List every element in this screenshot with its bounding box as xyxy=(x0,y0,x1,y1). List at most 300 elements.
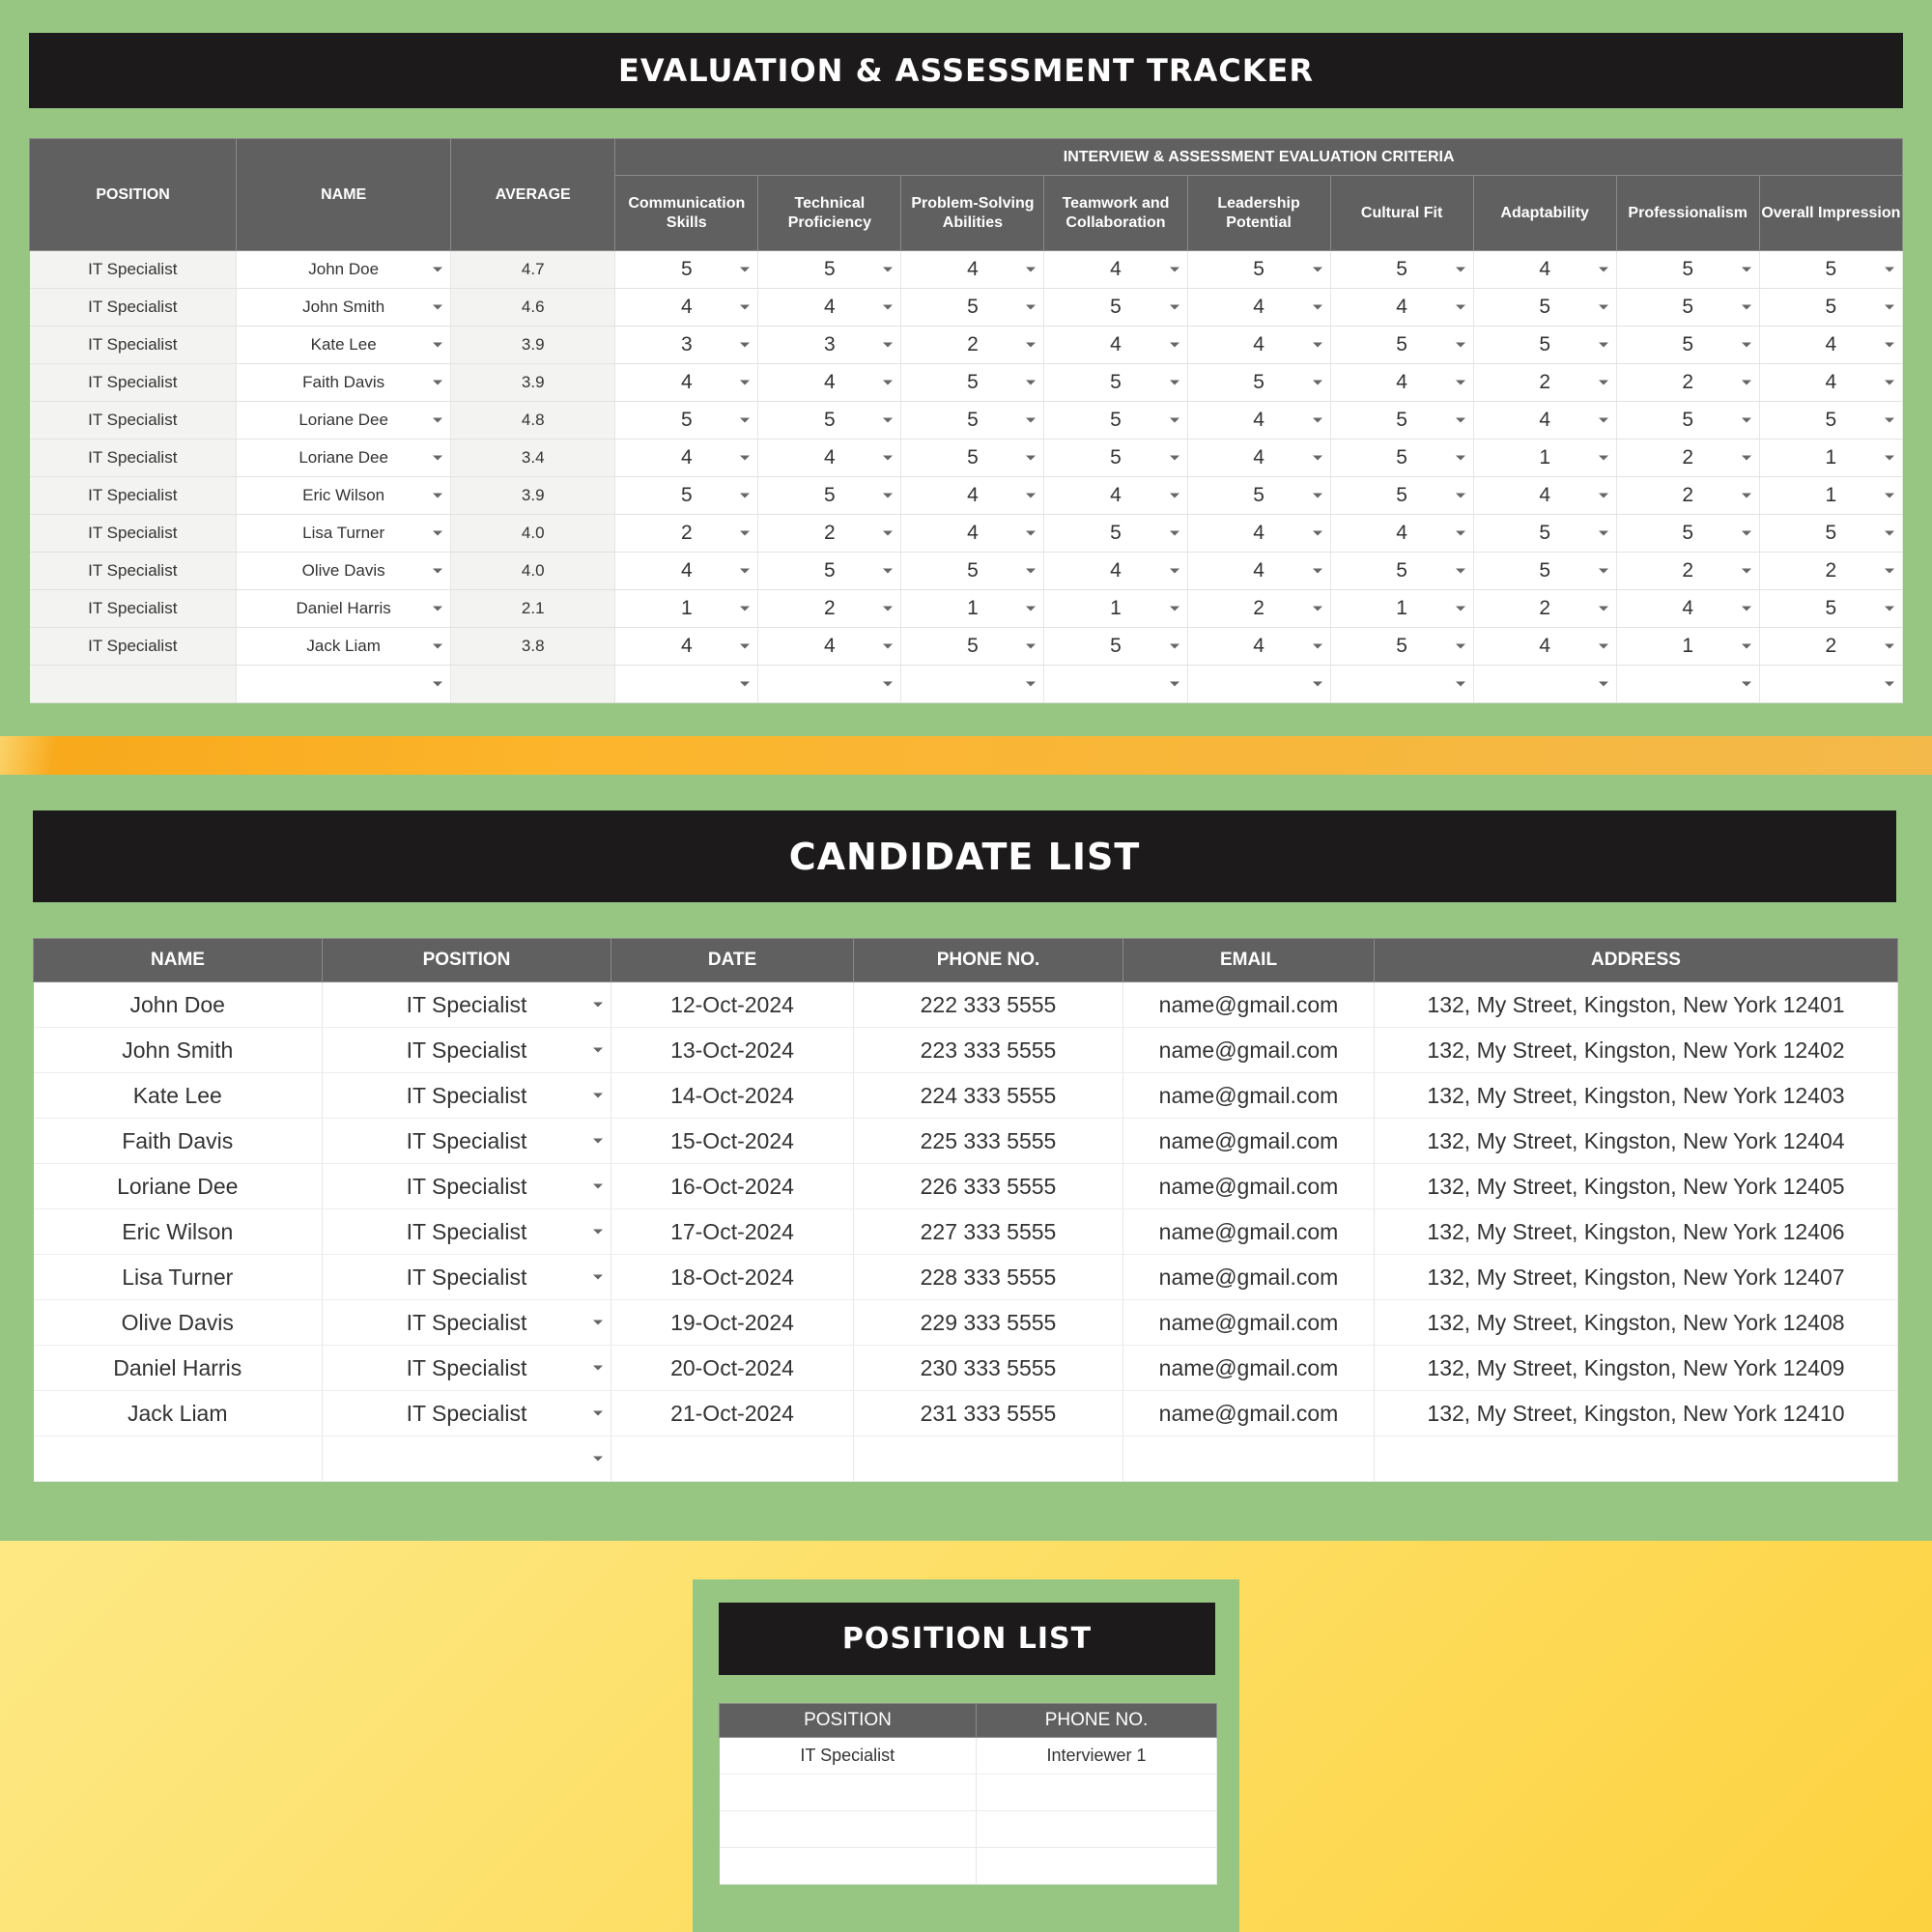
chevron-down-icon xyxy=(433,343,442,348)
score-dropdown[interactable] xyxy=(615,251,758,289)
table-cell[interactable]: 132, My Street, Kingston, New York 12405 xyxy=(1375,1164,1898,1209)
position-cell: IT Specialist xyxy=(30,515,237,553)
average-cell: 3.9 xyxy=(451,364,615,402)
chevron-down-icon xyxy=(883,644,893,649)
table-cell[interactable] xyxy=(34,1436,323,1482)
table-cell[interactable]: 132, My Street, Kingston, New York 12403 xyxy=(1375,1073,1898,1119)
score-value: 4 xyxy=(1539,635,1551,657)
table-cell[interactable]: name@gmail.com xyxy=(1123,1119,1375,1164)
score-dropdown[interactable] xyxy=(1759,666,1902,703)
average-cell: 4.6 xyxy=(451,289,615,327)
score-dropdown[interactable] xyxy=(758,477,901,515)
table-cell[interactable]: 15-Oct-2024 xyxy=(611,1119,854,1164)
chevron-down-icon xyxy=(1599,381,1608,385)
score-dropdown[interactable] xyxy=(1330,515,1473,553)
score-dropdown[interactable] xyxy=(1616,402,1759,440)
score-dropdown[interactable] xyxy=(901,477,1044,515)
chevron-down-icon xyxy=(1599,682,1608,687)
table-cell[interactable] xyxy=(977,1811,1217,1848)
score-dropdown[interactable] xyxy=(1759,628,1902,666)
score-dropdown[interactable] xyxy=(1473,666,1616,703)
score-dropdown[interactable] xyxy=(758,289,901,327)
position-cell: IT Specialist xyxy=(30,402,237,440)
position-dropdown[interactable] xyxy=(323,1164,611,1209)
score-dropdown[interactable] xyxy=(1473,590,1616,628)
average-cell: 4.8 xyxy=(451,402,615,440)
chevron-down-icon xyxy=(1170,343,1179,348)
position-dropdown[interactable] xyxy=(323,982,611,1028)
score-value: 1 xyxy=(1396,597,1407,619)
score-dropdown[interactable] xyxy=(901,440,1044,477)
score-dropdown[interactable] xyxy=(1044,327,1187,364)
table-cell[interactable]: 132, My Street, Kingston, New York 12407 xyxy=(1375,1255,1898,1300)
col-header: DATE xyxy=(611,939,854,982)
score-dropdown[interactable] xyxy=(758,553,901,590)
score-dropdown[interactable] xyxy=(901,364,1044,402)
score-dropdown[interactable] xyxy=(901,402,1044,440)
table-row xyxy=(30,553,1903,590)
score-dropdown[interactable] xyxy=(1616,477,1759,515)
position-dropdown[interactable] xyxy=(323,1300,611,1346)
name-dropdown[interactable] xyxy=(237,402,451,440)
name-dropdown[interactable] xyxy=(237,364,451,402)
name-dropdown[interactable] xyxy=(237,440,451,477)
name-value: Daniel Harris xyxy=(296,599,391,617)
chevron-down-icon xyxy=(1885,268,1894,272)
score-dropdown[interactable] xyxy=(615,477,758,515)
table-cell[interactable]: 132, My Street, Kingston, New York 12404 xyxy=(1375,1119,1898,1164)
table-cell[interactable]: 228 333 5555 xyxy=(854,1255,1123,1300)
name-dropdown[interactable] xyxy=(237,515,451,553)
table-cell[interactable]: 231 333 5555 xyxy=(854,1391,1123,1436)
chevron-down-icon xyxy=(883,456,893,461)
score-dropdown[interactable] xyxy=(1759,289,1902,327)
score-dropdown[interactable] xyxy=(1330,440,1473,477)
score-value: 4 xyxy=(1253,446,1264,469)
score-dropdown[interactable] xyxy=(1616,515,1759,553)
table-cell[interactable]: 132, My Street, Kingston, New York 12401 xyxy=(1375,982,1898,1028)
score-dropdown[interactable] xyxy=(1187,402,1330,440)
table-cell[interactable]: 229 333 5555 xyxy=(854,1300,1123,1346)
table-cell[interactable]: 14-Oct-2024 xyxy=(611,1073,854,1119)
score-dropdown[interactable] xyxy=(758,440,901,477)
average-cell: 3.8 xyxy=(451,628,615,666)
table-cell[interactable]: 132, My Street, Kingston, New York 12406 xyxy=(1375,1209,1898,1255)
table-cell[interactable] xyxy=(1123,1436,1375,1482)
chevron-down-icon xyxy=(1742,418,1751,423)
name-dropdown[interactable] xyxy=(237,590,451,628)
score-dropdown[interactable] xyxy=(1044,364,1187,402)
score-dropdown[interactable] xyxy=(901,666,1044,703)
table-cell[interactable]: name@gmail.com xyxy=(1123,982,1375,1028)
chevron-down-icon xyxy=(1313,494,1322,498)
score-dropdown[interactable] xyxy=(1759,590,1902,628)
table-cell[interactable] xyxy=(1375,1436,1898,1482)
table-row xyxy=(720,1775,1217,1811)
table-cell[interactable]: 222 333 5555 xyxy=(854,982,1123,1028)
score-value: 5 xyxy=(1682,409,1694,431)
name-dropdown[interactable] xyxy=(237,553,451,590)
chevron-down-icon xyxy=(1456,418,1465,423)
score-dropdown[interactable] xyxy=(1044,628,1187,666)
score-dropdown[interactable] xyxy=(1473,515,1616,553)
name-value: Loriane Dee xyxy=(298,448,388,467)
score-dropdown[interactable] xyxy=(1616,666,1759,703)
position-cell: IT Specialist xyxy=(30,590,237,628)
col-header: POSITION xyxy=(323,939,611,982)
score-value: 5 xyxy=(1682,296,1694,318)
table-cell[interactable]: Kate Lee xyxy=(34,1073,323,1119)
score-dropdown[interactable] xyxy=(758,327,901,364)
position-value: IT Specialist xyxy=(406,1309,527,1335)
score-dropdown[interactable] xyxy=(1187,666,1330,703)
score-dropdown[interactable] xyxy=(1330,666,1473,703)
score-value: 2 xyxy=(1825,635,1837,657)
score-dropdown[interactable] xyxy=(758,251,901,289)
score-dropdown[interactable] xyxy=(1187,440,1330,477)
table-cell[interactable]: 20-Oct-2024 xyxy=(611,1346,854,1391)
chevron-down-icon xyxy=(1742,456,1751,461)
position-dropdown[interactable] xyxy=(323,1028,611,1073)
chevron-down-icon xyxy=(1742,682,1751,687)
score-dropdown[interactable] xyxy=(1187,477,1330,515)
table-cell[interactable]: Olive Davis xyxy=(34,1300,323,1346)
score-dropdown[interactable] xyxy=(1044,590,1187,628)
score-dropdown[interactable] xyxy=(615,327,758,364)
score-dropdown[interactable] xyxy=(1330,402,1473,440)
name-dropdown[interactable] xyxy=(237,666,451,703)
score-dropdown[interactable] xyxy=(901,289,1044,327)
score-value: 2 xyxy=(824,522,836,544)
chevron-down-icon xyxy=(1026,418,1036,423)
score-dropdown[interactable] xyxy=(615,440,758,477)
position-value: IT Specialist xyxy=(406,1354,527,1380)
table-cell[interactable] xyxy=(611,1436,854,1482)
score-dropdown[interactable] xyxy=(1616,327,1759,364)
score-dropdown[interactable] xyxy=(615,553,758,590)
chevron-down-icon xyxy=(1170,569,1179,574)
chevron-down-icon xyxy=(1885,494,1894,498)
table-cell[interactable]: name@gmail.com xyxy=(1123,1164,1375,1209)
score-dropdown[interactable] xyxy=(1473,289,1616,327)
col-header: POSITION xyxy=(720,1704,977,1738)
table-cell[interactable]: 16-Oct-2024 xyxy=(611,1164,854,1209)
score-value: 4 xyxy=(680,446,693,469)
score-dropdown[interactable] xyxy=(615,402,758,440)
score-dropdown[interactable] xyxy=(1330,590,1473,628)
col-header: PHONE NO. xyxy=(977,1704,1217,1738)
chevron-down-icon xyxy=(1599,343,1608,348)
table-cell[interactable]: John Smith xyxy=(34,1028,323,1073)
chevron-down-icon xyxy=(740,607,750,611)
position-value: IT Specialist xyxy=(406,991,527,1017)
name-dropdown[interactable] xyxy=(237,251,451,289)
table-cell[interactable]: 224 333 5555 xyxy=(854,1073,1123,1119)
table-cell[interactable]: IT Specialist xyxy=(720,1738,977,1775)
score-dropdown[interactable] xyxy=(1330,327,1473,364)
position-dropdown[interactable] xyxy=(323,1436,611,1482)
score-dropdown[interactable] xyxy=(615,590,758,628)
position-dropdown[interactable] xyxy=(323,1391,611,1436)
score-dropdown[interactable] xyxy=(901,553,1044,590)
score-dropdown[interactable] xyxy=(758,590,901,628)
score-dropdown[interactable] xyxy=(1473,402,1616,440)
score-value: 4 xyxy=(967,258,979,280)
score-dropdown[interactable] xyxy=(1044,440,1187,477)
table-cell[interactable]: name@gmail.com xyxy=(1123,1346,1375,1391)
table-cell[interactable]: 230 333 5555 xyxy=(854,1346,1123,1391)
score-value: 5 xyxy=(824,484,836,506)
table-cell[interactable]: Interviewer 1 xyxy=(977,1738,1217,1775)
score-dropdown[interactable] xyxy=(758,402,901,440)
score-dropdown[interactable] xyxy=(1330,553,1473,590)
score-dropdown[interactable] xyxy=(1759,364,1902,402)
table-row xyxy=(34,1164,1898,1209)
position-value: IT Specialist xyxy=(406,1127,527,1153)
score-dropdown[interactable] xyxy=(1044,477,1187,515)
score-dropdown[interactable] xyxy=(1044,402,1187,440)
chevron-down-icon xyxy=(740,644,750,649)
score-dropdown[interactable] xyxy=(758,515,901,553)
score-dropdown[interactable] xyxy=(1616,289,1759,327)
score-value: 3 xyxy=(824,333,836,355)
score-value: 4 xyxy=(824,446,836,469)
score-dropdown[interactable] xyxy=(1473,327,1616,364)
score-value: 5 xyxy=(1539,522,1551,544)
score-dropdown[interactable] xyxy=(1473,628,1616,666)
table-cell[interactable]: 227 333 5555 xyxy=(854,1209,1123,1255)
chevron-down-icon xyxy=(593,1275,603,1280)
divider-strip xyxy=(0,736,1932,775)
score-dropdown[interactable] xyxy=(1616,628,1759,666)
table-cell[interactable]: 225 333 5555 xyxy=(854,1119,1123,1164)
score-value: 5 xyxy=(1825,296,1837,318)
score-dropdown[interactable] xyxy=(1759,251,1902,289)
table-cell[interactable]: 13-Oct-2024 xyxy=(611,1028,854,1073)
chevron-down-icon xyxy=(1599,494,1608,498)
table-cell[interactable]: 132, My Street, Kingston, New York 12408 xyxy=(1375,1300,1898,1346)
score-dropdown[interactable] xyxy=(1330,251,1473,289)
score-dropdown[interactable] xyxy=(1330,477,1473,515)
position-dropdown[interactable] xyxy=(323,1346,611,1391)
chevron-down-icon xyxy=(593,1321,603,1325)
table-cell[interactable]: 223 333 5555 xyxy=(854,1028,1123,1073)
table-cell[interactable]: John Doe xyxy=(34,982,323,1028)
table-row xyxy=(30,364,1903,402)
table-row xyxy=(34,1346,1898,1391)
score-dropdown[interactable] xyxy=(758,364,901,402)
table-cell[interactable]: Faith Davis xyxy=(34,1119,323,1164)
score-value: 4 xyxy=(1396,371,1407,393)
score-dropdown[interactable] xyxy=(1044,515,1187,553)
chevron-down-icon xyxy=(1456,531,1465,536)
score-dropdown[interactable] xyxy=(1044,553,1187,590)
score-dropdown[interactable] xyxy=(1473,553,1616,590)
chevron-down-icon xyxy=(883,682,893,687)
score-dropdown[interactable] xyxy=(1759,327,1902,364)
table-cell[interactable]: 12-Oct-2024 xyxy=(611,982,854,1028)
score-dropdown[interactable] xyxy=(1187,553,1330,590)
score-dropdown[interactable] xyxy=(1616,364,1759,402)
score-dropdown[interactable] xyxy=(615,364,758,402)
score-value: 5 xyxy=(1396,484,1407,506)
table-cell[interactable] xyxy=(977,1848,1217,1885)
score-dropdown[interactable] xyxy=(758,628,901,666)
score-value: 3 xyxy=(680,333,693,355)
score-dropdown[interactable] xyxy=(1473,364,1616,402)
chevron-down-icon xyxy=(433,305,442,310)
score-dropdown[interactable] xyxy=(1759,515,1902,553)
score-dropdown[interactable] xyxy=(1616,251,1759,289)
name-value: Faith Davis xyxy=(302,373,385,391)
position-dropdown[interactable] xyxy=(323,1119,611,1164)
table-row xyxy=(34,982,1898,1028)
table-cell[interactable]: Jack Liam xyxy=(34,1391,323,1436)
position-dropdown[interactable] xyxy=(323,1209,611,1255)
chevron-down-icon xyxy=(1742,343,1751,348)
score-dropdown[interactable] xyxy=(1187,590,1330,628)
candidate-title: CANDIDATE LIST xyxy=(33,810,1896,902)
table-cell[interactable]: 19-Oct-2024 xyxy=(611,1300,854,1346)
chevron-down-icon xyxy=(1885,569,1894,574)
score-dropdown[interactable] xyxy=(615,666,758,703)
table-cell[interactable]: Eric Wilson xyxy=(34,1209,323,1255)
average-cell: 4.0 xyxy=(451,553,615,590)
score-dropdown[interactable] xyxy=(1759,553,1902,590)
position-dropdown[interactable] xyxy=(323,1255,611,1300)
score-dropdown[interactable] xyxy=(901,628,1044,666)
table-row xyxy=(30,251,1903,289)
score-dropdown[interactable] xyxy=(1187,515,1330,553)
score-dropdown[interactable] xyxy=(1473,477,1616,515)
score-dropdown[interactable] xyxy=(901,327,1044,364)
score-dropdown[interactable] xyxy=(758,666,901,703)
score-dropdown[interactable] xyxy=(1187,364,1330,402)
chevron-down-icon xyxy=(1313,682,1322,687)
score-dropdown[interactable] xyxy=(1330,289,1473,327)
score-dropdown[interactable] xyxy=(1044,251,1187,289)
col-header: ADDRESS xyxy=(1375,939,1898,982)
score-value: 1 xyxy=(680,597,693,619)
score-dropdown[interactable] xyxy=(1330,364,1473,402)
score-dropdown[interactable] xyxy=(1187,628,1330,666)
score-dropdown[interactable] xyxy=(1187,251,1330,289)
col-header: PHONE NO. xyxy=(854,939,1123,982)
score-dropdown[interactable] xyxy=(1759,402,1902,440)
score-dropdown[interactable] xyxy=(1616,553,1759,590)
table-cell[interactable] xyxy=(977,1775,1217,1811)
chevron-down-icon xyxy=(1313,531,1322,536)
table-row xyxy=(34,1119,1898,1164)
score-dropdown[interactable] xyxy=(615,515,758,553)
chevron-down-icon xyxy=(1026,607,1036,611)
name-dropdown[interactable] xyxy=(237,289,451,327)
table-cell[interactable] xyxy=(720,1848,977,1885)
chevron-down-icon xyxy=(433,456,442,461)
score-value: 5 xyxy=(1253,484,1264,506)
chevron-down-icon xyxy=(1599,456,1608,461)
chevron-down-icon xyxy=(883,305,893,310)
score-dropdown[interactable] xyxy=(901,251,1044,289)
score-dropdown[interactable] xyxy=(901,515,1044,553)
score-value: 1 xyxy=(1825,446,1837,469)
score-dropdown[interactable] xyxy=(615,628,758,666)
table-cell[interactable]: 132, My Street, Kingston, New York 12409 xyxy=(1375,1346,1898,1391)
table-cell[interactable]: name@gmail.com xyxy=(1123,1300,1375,1346)
score-value: 4 xyxy=(1396,522,1407,544)
name-dropdown[interactable] xyxy=(237,327,451,364)
table-row xyxy=(30,515,1903,553)
score-value: 5 xyxy=(824,409,836,431)
table-row xyxy=(34,1391,1898,1436)
score-dropdown[interactable] xyxy=(1616,590,1759,628)
chevron-down-icon xyxy=(883,607,893,611)
score-value: 4 xyxy=(1539,484,1551,506)
score-value: 2 xyxy=(1825,559,1837,582)
score-value: 5 xyxy=(1825,258,1837,280)
name-dropdown[interactable] xyxy=(237,477,451,515)
score-dropdown[interactable] xyxy=(1616,440,1759,477)
table-cell[interactable]: Lisa Turner xyxy=(34,1255,323,1300)
score-dropdown[interactable] xyxy=(1473,251,1616,289)
table-cell[interactable]: name@gmail.com xyxy=(1123,1028,1375,1073)
table-cell[interactable] xyxy=(854,1436,1123,1482)
chevron-down-icon xyxy=(1456,569,1465,574)
table-cell[interactable]: 21-Oct-2024 xyxy=(611,1391,854,1436)
col-header-criterion: Communication Skills xyxy=(615,176,758,251)
score-dropdown[interactable] xyxy=(1044,289,1187,327)
chevron-down-icon xyxy=(1599,531,1608,536)
table-cell[interactable]: name@gmail.com xyxy=(1123,1073,1375,1119)
score-value: 5 xyxy=(1825,409,1837,431)
score-dropdown[interactable] xyxy=(901,590,1044,628)
score-dropdown[interactable] xyxy=(1759,440,1902,477)
score-dropdown[interactable] xyxy=(1187,289,1330,327)
name-dropdown[interactable] xyxy=(237,628,451,666)
chevron-down-icon xyxy=(1026,381,1036,385)
position-dropdown[interactable] xyxy=(323,1073,611,1119)
table-cell[interactable]: 132, My Street, Kingston, New York 12410 xyxy=(1375,1391,1898,1436)
table-cell[interactable] xyxy=(720,1811,977,1848)
table-cell[interactable]: 17-Oct-2024 xyxy=(611,1209,854,1255)
chevron-down-icon xyxy=(1313,305,1322,310)
score-dropdown[interactable] xyxy=(1044,666,1187,703)
chevron-down-icon xyxy=(1599,418,1608,423)
score-dropdown[interactable] xyxy=(1330,628,1473,666)
table-cell[interactable]: name@gmail.com xyxy=(1123,1209,1375,1255)
score-dropdown[interactable] xyxy=(1473,440,1616,477)
score-value: 5 xyxy=(1396,559,1407,582)
table-cell[interactable] xyxy=(720,1775,977,1811)
tracker-title: EVALUATION & ASSESSMENT TRACKER xyxy=(29,33,1903,108)
chevron-down-icon xyxy=(1885,644,1894,649)
score-dropdown[interactable] xyxy=(1187,327,1330,364)
chevron-down-icon xyxy=(1456,381,1465,385)
table-cell[interactable]: 18-Oct-2024 xyxy=(611,1255,854,1300)
table-cell[interactable]: name@gmail.com xyxy=(1123,1255,1375,1300)
score-dropdown[interactable] xyxy=(615,289,758,327)
table-cell[interactable]: Loriane Dee xyxy=(34,1164,323,1209)
chevron-down-icon xyxy=(1026,456,1036,461)
table-cell[interactable]: Daniel Harris xyxy=(34,1346,323,1391)
score-value: 5 xyxy=(967,371,979,393)
table-cell[interactable]: name@gmail.com xyxy=(1123,1391,1375,1436)
score-dropdown[interactable] xyxy=(1759,477,1902,515)
score-value: 5 xyxy=(1110,296,1122,318)
table-cell[interactable]: 132, My Street, Kingston, New York 12402 xyxy=(1375,1028,1898,1073)
table-cell[interactable]: 226 333 5555 xyxy=(854,1164,1123,1209)
col-header-criterion: Leadership Potential xyxy=(1187,176,1330,251)
